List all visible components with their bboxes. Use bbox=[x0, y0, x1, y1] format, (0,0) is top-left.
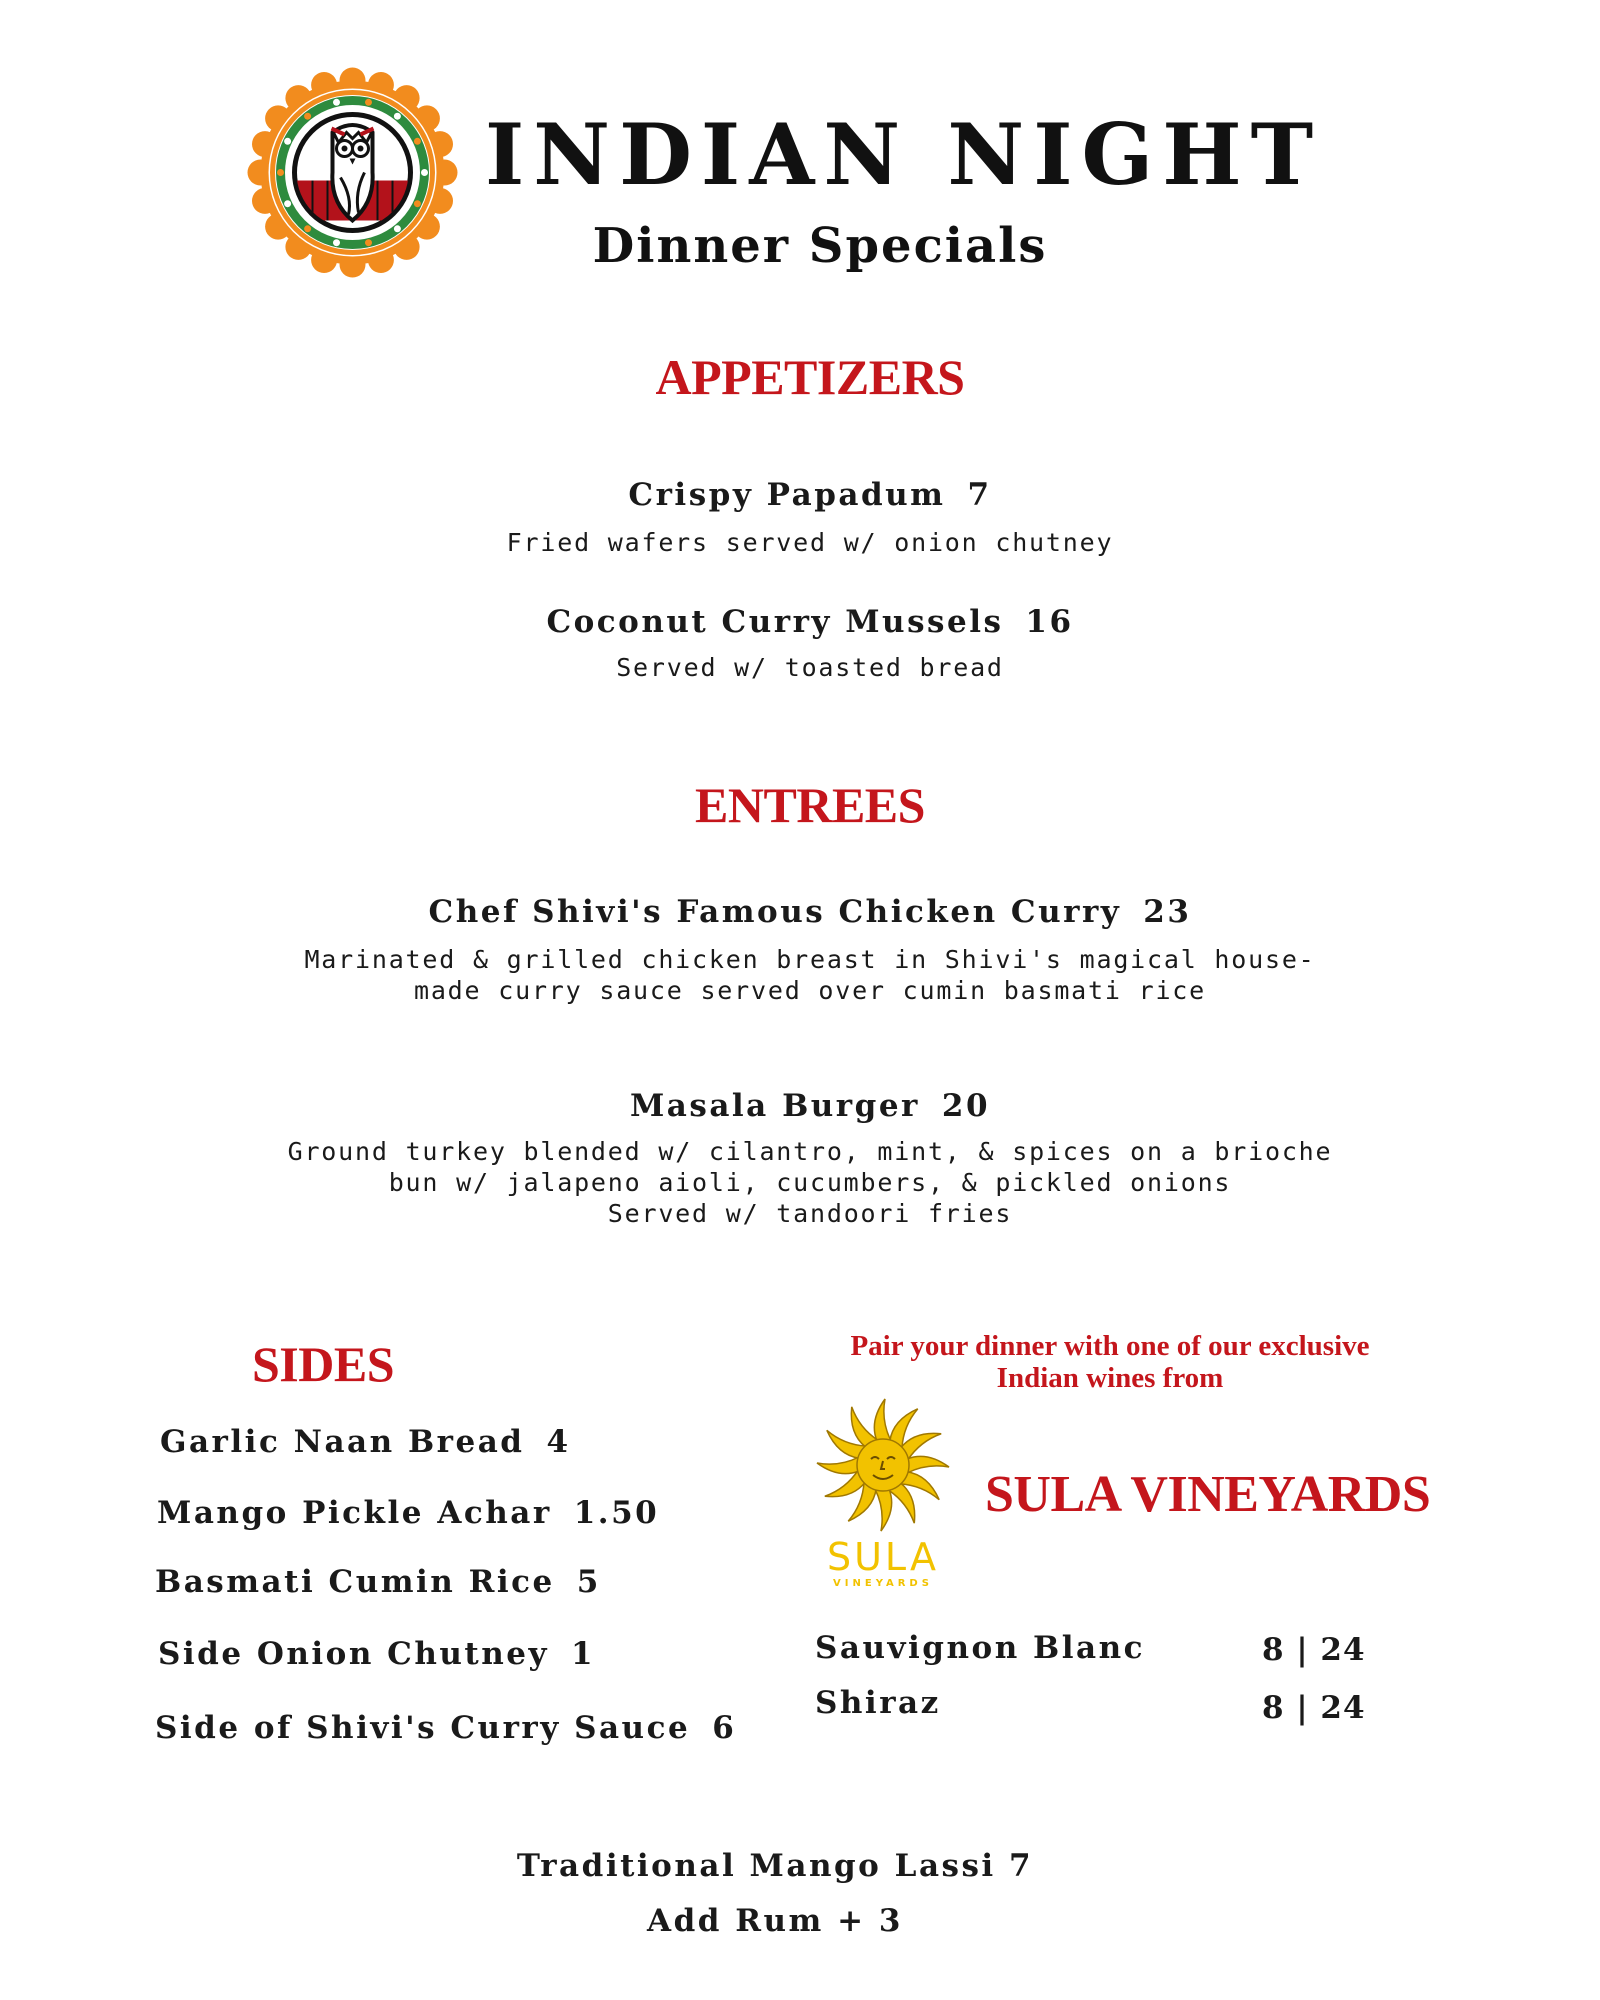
owl-mandala-logo-icon bbox=[245, 65, 460, 280]
wine-price: 8 | 24 bbox=[1262, 1690, 1366, 1726]
item-price: 1.50 bbox=[573, 1495, 660, 1531]
menu-item bbox=[250, 894, 1370, 930]
item-description bbox=[250, 944, 1370, 1006]
wine-price: 8 | 24 bbox=[1262, 1632, 1366, 1668]
desc-line: Served w/ tandoori fries bbox=[607, 1199, 1013, 1228]
sula-logo-subword: VINEYARDS bbox=[833, 1578, 933, 1589]
sula-vineyards-heading: SULA VINEYARDS bbox=[985, 1466, 1431, 1523]
item-price: 1 bbox=[571, 1636, 596, 1672]
side-item bbox=[155, 1710, 736, 1746]
page-title: INDIAN NIGHT bbox=[485, 105, 1323, 204]
drink-line: Traditional Mango Lassi 7 bbox=[516, 1848, 1034, 1884]
appetizers-heading: APPETIZERS bbox=[655, 349, 965, 405]
item-price: 20 bbox=[941, 1088, 991, 1124]
item-name: Garlic Naan Bread bbox=[160, 1424, 525, 1460]
item-name: Side Onion Chutney bbox=[158, 1636, 550, 1672]
desc-line: made curry sauce served over cumin basmati rice bbox=[413, 976, 1206, 1005]
item-price: 5 bbox=[576, 1564, 601, 1600]
menu-item bbox=[300, 604, 1320, 640]
promo-line: Indian wines from bbox=[996, 1362, 1224, 1394]
wine-name: Shiraz bbox=[815, 1685, 941, 1721]
item-description: Served w/ toasted bread bbox=[616, 653, 1004, 682]
menu-item bbox=[250, 1088, 1370, 1124]
desc-line: bun w/ jalapeno aioli, cucumbers, & pickled onions bbox=[388, 1168, 1232, 1197]
side-item bbox=[155, 1564, 601, 1600]
side-item bbox=[157, 1495, 659, 1531]
item-name: Crispy Papadum bbox=[628, 477, 946, 513]
sula-sun-logo-icon bbox=[812, 1395, 954, 1535]
side-item bbox=[158, 1636, 595, 1672]
item-description: Fried wafers served w/ onion chutney bbox=[506, 528, 1114, 557]
sula-logo-word: SULA bbox=[827, 1535, 939, 1579]
item-name: Chef Shivi's Famous Chicken Curry bbox=[428, 894, 1122, 930]
desc-line: Marinated & grilled chicken breast in Shivi's magical house- bbox=[304, 945, 1316, 974]
entrees-heading: ENTREES bbox=[695, 777, 925, 833]
drink-line: Add Rum + 3 bbox=[647, 1903, 903, 1939]
item-name: Basmati Cumin Rice bbox=[155, 1564, 555, 1600]
item-price: 23 bbox=[1143, 894, 1192, 930]
item-description bbox=[250, 1136, 1370, 1229]
item-name: Mango Pickle Achar bbox=[157, 1495, 552, 1531]
menu-item bbox=[300, 477, 1320, 513]
page-subtitle: Dinner Specials bbox=[592, 218, 1048, 274]
item-name: Coconut Curry Mussels bbox=[546, 604, 1004, 640]
item-price: 6 bbox=[712, 1710, 737, 1746]
wine-name: Sauvignon Blanc bbox=[815, 1630, 1146, 1666]
item-name: Side of Shivi's Curry Sauce bbox=[155, 1710, 691, 1746]
item-name: Masala Burger bbox=[629, 1088, 920, 1124]
item-price: 16 bbox=[1025, 604, 1074, 640]
item-price: 4 bbox=[546, 1424, 571, 1460]
wine-promo bbox=[770, 1330, 1450, 1394]
side-item bbox=[160, 1424, 571, 1460]
promo-line: Pair your dinner with one of our exclusive bbox=[850, 1330, 1370, 1362]
desc-line: Ground turkey blended w/ cilantro, mint, & spices on a brioche bbox=[287, 1137, 1333, 1166]
sides-heading: SIDES bbox=[252, 1336, 395, 1392]
item-price: 7 bbox=[967, 477, 992, 513]
